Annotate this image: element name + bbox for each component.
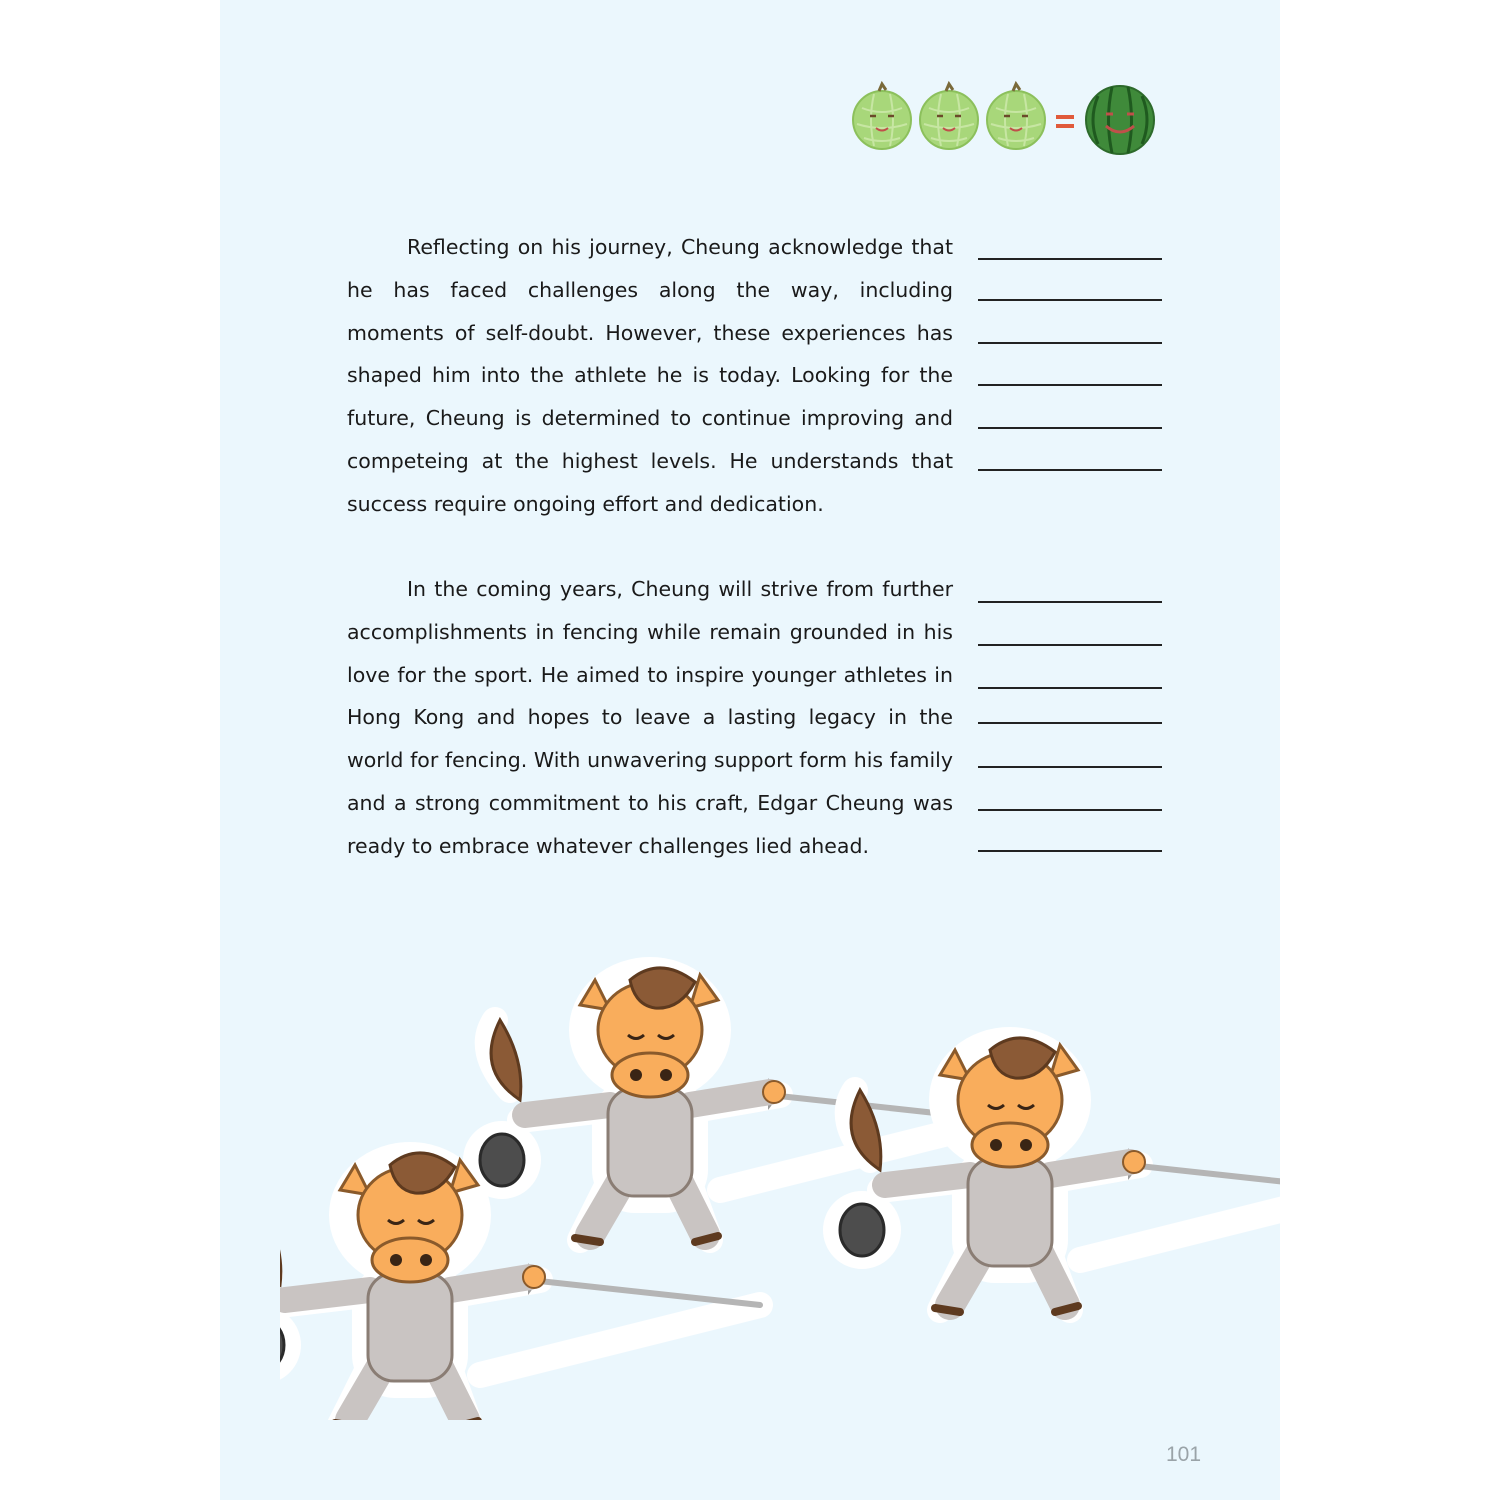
fencing-horse-icon	[836, 1038, 1280, 1312]
answer-line[interactable]	[978, 766, 1162, 768]
answer-line[interactable]	[978, 427, 1162, 429]
melon-icon	[987, 84, 1045, 149]
answer-line[interactable]	[978, 601, 1162, 603]
melon-icon	[853, 84, 911, 149]
answer-line[interactable]	[978, 299, 1162, 301]
answer-line[interactable]	[978, 809, 1162, 811]
page-number: 101	[1166, 1443, 1202, 1466]
answer-line[interactable]	[978, 687, 1162, 689]
answer-line[interactable]	[978, 722, 1162, 724]
answer-line[interactable]	[978, 850, 1162, 852]
paragraph-1	[347, 226, 953, 526]
fencing-horse-icon	[476, 968, 1000, 1242]
paragraph-2	[347, 568, 953, 868]
paragraph-1-text: Reflecting on his journey, Cheung acknowledge that he has faced challenges along the way, including moments of self-doubt. However, these experiences has shaped him into the athlete he is today. Looking for the future, Cheung is determined to continue improving and competeing at the highest levels. He understands that success require ongoing effort and dedication.	[347, 235, 953, 516]
answer-line[interactable]	[978, 384, 1162, 386]
answer-line[interactable]	[978, 469, 1162, 471]
watermelon-icon	[1086, 86, 1154, 154]
paragraph-2-text: In the coming years, Cheung will strive from further accomplishments in fencing while remain grounded in his love for the sport. He aimed to inspire younger athletes in Hong Kong and hopes to leave a lasting legacy in the world for fencing. With unwavering support form his family and a strong commitment to his craft, Edgar Cheung was ready to embrace whatever challenges lied ahead.	[347, 577, 953, 858]
answer-line[interactable]	[978, 644, 1162, 646]
equals-icon	[1056, 115, 1074, 128]
melon-icon	[920, 84, 978, 149]
answer-line[interactable]	[978, 258, 1162, 260]
answer-line[interactable]	[978, 342, 1162, 344]
fencing-horses-illustration	[280, 950, 1280, 1420]
melon-equation-badge	[850, 80, 1160, 160]
